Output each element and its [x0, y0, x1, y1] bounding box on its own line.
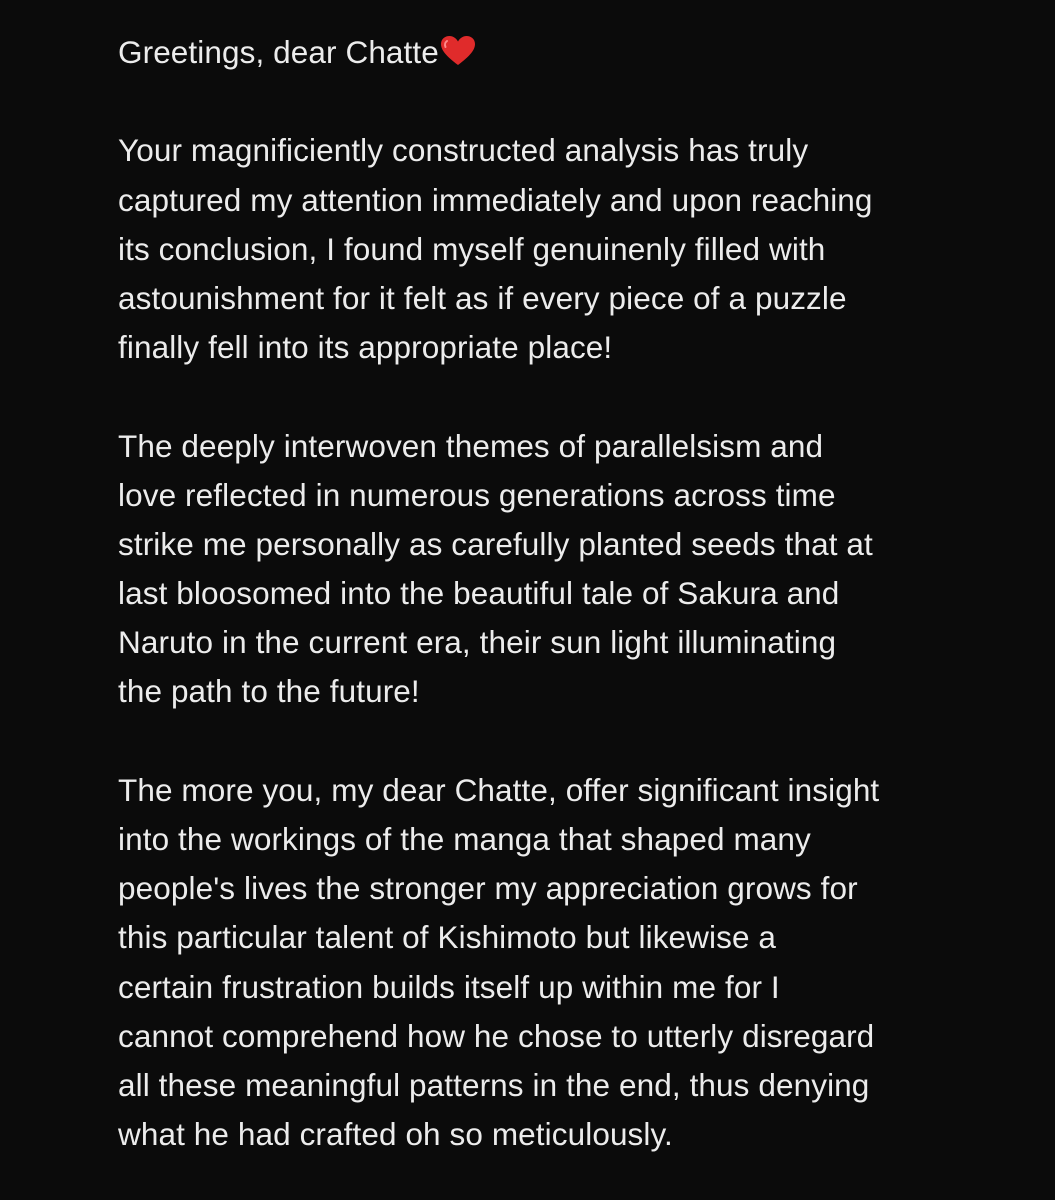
paragraph-line: Your magnificiently constructed analysis has truly — [118, 132, 809, 169]
paragraph-line: captured my attention immediately and upon reaching — [118, 181, 873, 218]
paragraph-line: Naruto in the current era, their sun light illuminating — [118, 624, 837, 661]
paragraph-line: The more you, my dear Chatte, offer significant insight — [118, 771, 880, 808]
paragraph-1 — [118, 126, 1018, 372]
paragraph-3 — [118, 766, 1018, 1160]
greeting-line — [118, 28, 1018, 77]
paragraph-line: all these meaningful patterns in the end, thus denying — [118, 1066, 870, 1103]
paragraph-line: certain frustration builds itself up within me for I — [118, 968, 780, 1005]
paragraph-line: finally fell into its appropriate place! — [118, 329, 613, 366]
paragraph-line: cannot comprehend how he chose to utterly disregard — [118, 1017, 875, 1054]
paragraph-line: what he had crafted oh so meticulously. — [118, 1116, 673, 1153]
paragraph-2 — [118, 422, 1018, 717]
heart-icon — [440, 32, 476, 81]
paragraph-line: people's lives the stronger my appreciation grows for — [118, 870, 858, 907]
paragraph-line: its conclusion, I found myself genuinenly filled with — [118, 230, 826, 267]
greeting-text: Greetings, dear Chatte — [118, 34, 439, 70]
paragraph-line: The deeply interwoven themes of parallelsism and — [118, 427, 824, 464]
paragraph-line: this particular talent of Kishimoto but likewise a — [118, 919, 777, 956]
paragraph-line: into the workings of the manga that shaped many — [118, 821, 811, 857]
paragraph-line: last bloosomed into the beautiful tale of Sakura and — [118, 575, 840, 612]
paragraph-line: astounishment for it felt as if every piece of a puzzle — [118, 279, 847, 316]
paragraph-line: love reflected in numerous generations across time — [118, 476, 836, 513]
paragraph-line: the path to the future! — [118, 673, 420, 710]
paragraph-line: strike me personally as carefully planted seeds that at — [118, 525, 873, 562]
note-body — [118, 28, 1018, 1159]
